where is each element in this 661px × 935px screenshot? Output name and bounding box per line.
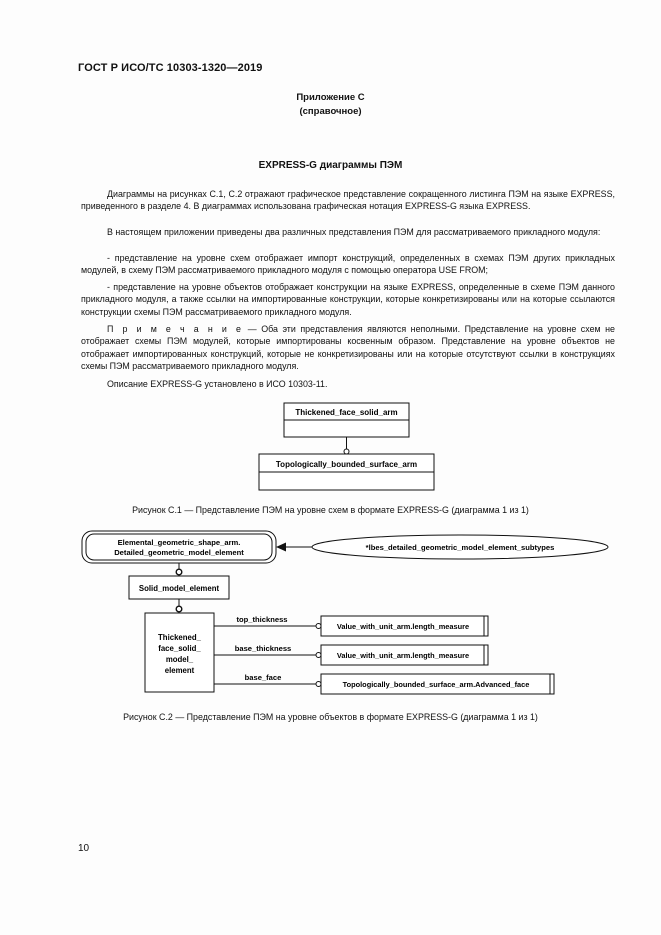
- solid-model-element-label: Solid_model_element: [138, 584, 220, 593]
- type-box-length-measure-1: [321, 616, 488, 636]
- paragraph-reference: [81, 378, 615, 390]
- figure-c2-caption: Рисунок С.2 — Представление ПЭМ на уровне объектов в формате EXPRESS-G (диаграмма 1 из 1): [123, 712, 538, 722]
- attribute-label-base-face: base_face: [244, 673, 282, 682]
- figure-c1-diagram: [0, 395, 661, 500]
- main-entity-label-line4: element: [164, 666, 195, 675]
- note-paragraph: [81, 323, 615, 373]
- attribute-label-top-thickness: top_thickness: [236, 615, 288, 624]
- paragraph-schema-level-text: - представление на уровне схем отображает импорт конструкций, определенных в схемах ПЭМ других прикладных модулей, в схему ПЭМ рассматриваемого прикладного модуля с помощью оператора USE FROM;: [81, 253, 615, 276]
- section-title: EXPRESS-G диаграммы ПЭМ: [258, 160, 403, 171]
- attribute-base-face: [214, 673, 321, 687]
- subtypes-select-ellipse: [312, 535, 608, 559]
- paragraph-entity-level: [81, 281, 615, 318]
- document-header: ГОСТ Р ИСО/ТС 10303-1320—2019: [78, 62, 263, 74]
- appendix-subtitle: (справочное): [299, 106, 362, 117]
- entity-box-thickened-face-solid-model-element: [145, 613, 214, 692]
- note-text: — Оба эти представления являются неполными. Представление на уровне схем не отображает схемы ПЭМ модулей, которые импортированы косвенным образом. Представление на уровне объектов не отображает импортированных конструкций, которые не конкретизированы или на которые отсутствуют ссылки в конструкциях схемы ПЭМ рассматриваемого прикладного модуля.: [81, 324, 615, 372]
- subtypes-arrow-head: [276, 543, 286, 552]
- type-box-advanced-face: [321, 674, 554, 694]
- entity-box-solid-model-element: [129, 576, 229, 599]
- subtypes-label: *lbes_detailed_geometric_model_element_subtypes: [365, 543, 555, 552]
- paragraph-representations: [81, 226, 615, 238]
- note-label: П р и м е ч а н и е: [107, 324, 244, 334]
- supertype-label-line2: Detailed_geometric_model_element: [114, 548, 244, 557]
- attribute-base-thickness: [214, 644, 321, 658]
- attribute-label-base-thickness: base_thickness: [234, 644, 292, 653]
- type-label-length-measure-2: Value_with_unit_arm.length_measure: [336, 651, 470, 660]
- box-label-thickened-face-solid-arm: Thickened_face_solid_arm: [295, 408, 398, 417]
- figure-c2-diagram: [0, 520, 661, 705]
- inheritance-circle-2: [176, 606, 182, 612]
- inheritance-circle-1: [176, 569, 182, 575]
- paragraph-representations-text: В настоящем приложении приведены два различных представления ПЭМ для рассматриваемого прикладного модуля:: [107, 227, 601, 237]
- type-label-length-measure-1: Value_with_unit_arm.length_measure: [336, 622, 470, 631]
- type-box-length-measure-2: [321, 645, 488, 665]
- entity-box-topologically-bounded-surface-arm: [259, 454, 434, 490]
- supertype-label-line1: Elemental_geometric_shape_arm.: [117, 538, 241, 547]
- attribute-top-thickness: [214, 615, 321, 629]
- paragraph-intro-text: Диаграммы на рисунках С.1, С.2 отражают графическое представление сокращенного листинга ПЭМ на языке EXPRESS, приведенного в разделе 4. В диаграммах использована графическая нотация EXPRESS-G языка EXPRESS.: [81, 189, 615, 212]
- entity-box-thickened-face-solid-arm: [284, 403, 409, 437]
- type-label-advanced-face: Topologically_bounded_surface_arm.Advanced_face: [342, 680, 530, 689]
- main-entity-label-line1: Thickened_: [158, 633, 201, 642]
- main-entity-label-line2: face_solid_: [158, 644, 201, 653]
- appendix-title: Приложение С: [296, 92, 365, 103]
- paragraph-schema-level: [81, 252, 615, 277]
- figure-c1-caption: Рисунок С.1 — Представление ПЭМ на уровне схем в формате EXPRESS-G (диаграмма 1 из 1): [132, 505, 529, 515]
- paragraph-intro: [81, 188, 615, 213]
- page-number: 10: [78, 843, 90, 854]
- paragraph-entity-level-text: - представление на уровне объектов отображает конструкции на языке EXPRESS, определенные в схеме ПЭМ данного прикладного модуля, а также ссылки на импортированные конструкции, которые конкретизированы или на которые ссылаются конструкции схемы ПЭМ рассматриваемого прикладного модуля.: [81, 282, 615, 317]
- paragraph-reference-text: Описание EXPRESS-G установлено в ИСО 10303-11.: [107, 379, 328, 389]
- box-label-topologically-bounded-surface-arm: Topologically_bounded_surface_arm: [275, 460, 418, 469]
- dependency-end-circle: [344, 449, 349, 454]
- supertype-box-detailed-geometric-model-element: [82, 531, 276, 563]
- main-entity-label-line3: model_: [165, 655, 194, 664]
